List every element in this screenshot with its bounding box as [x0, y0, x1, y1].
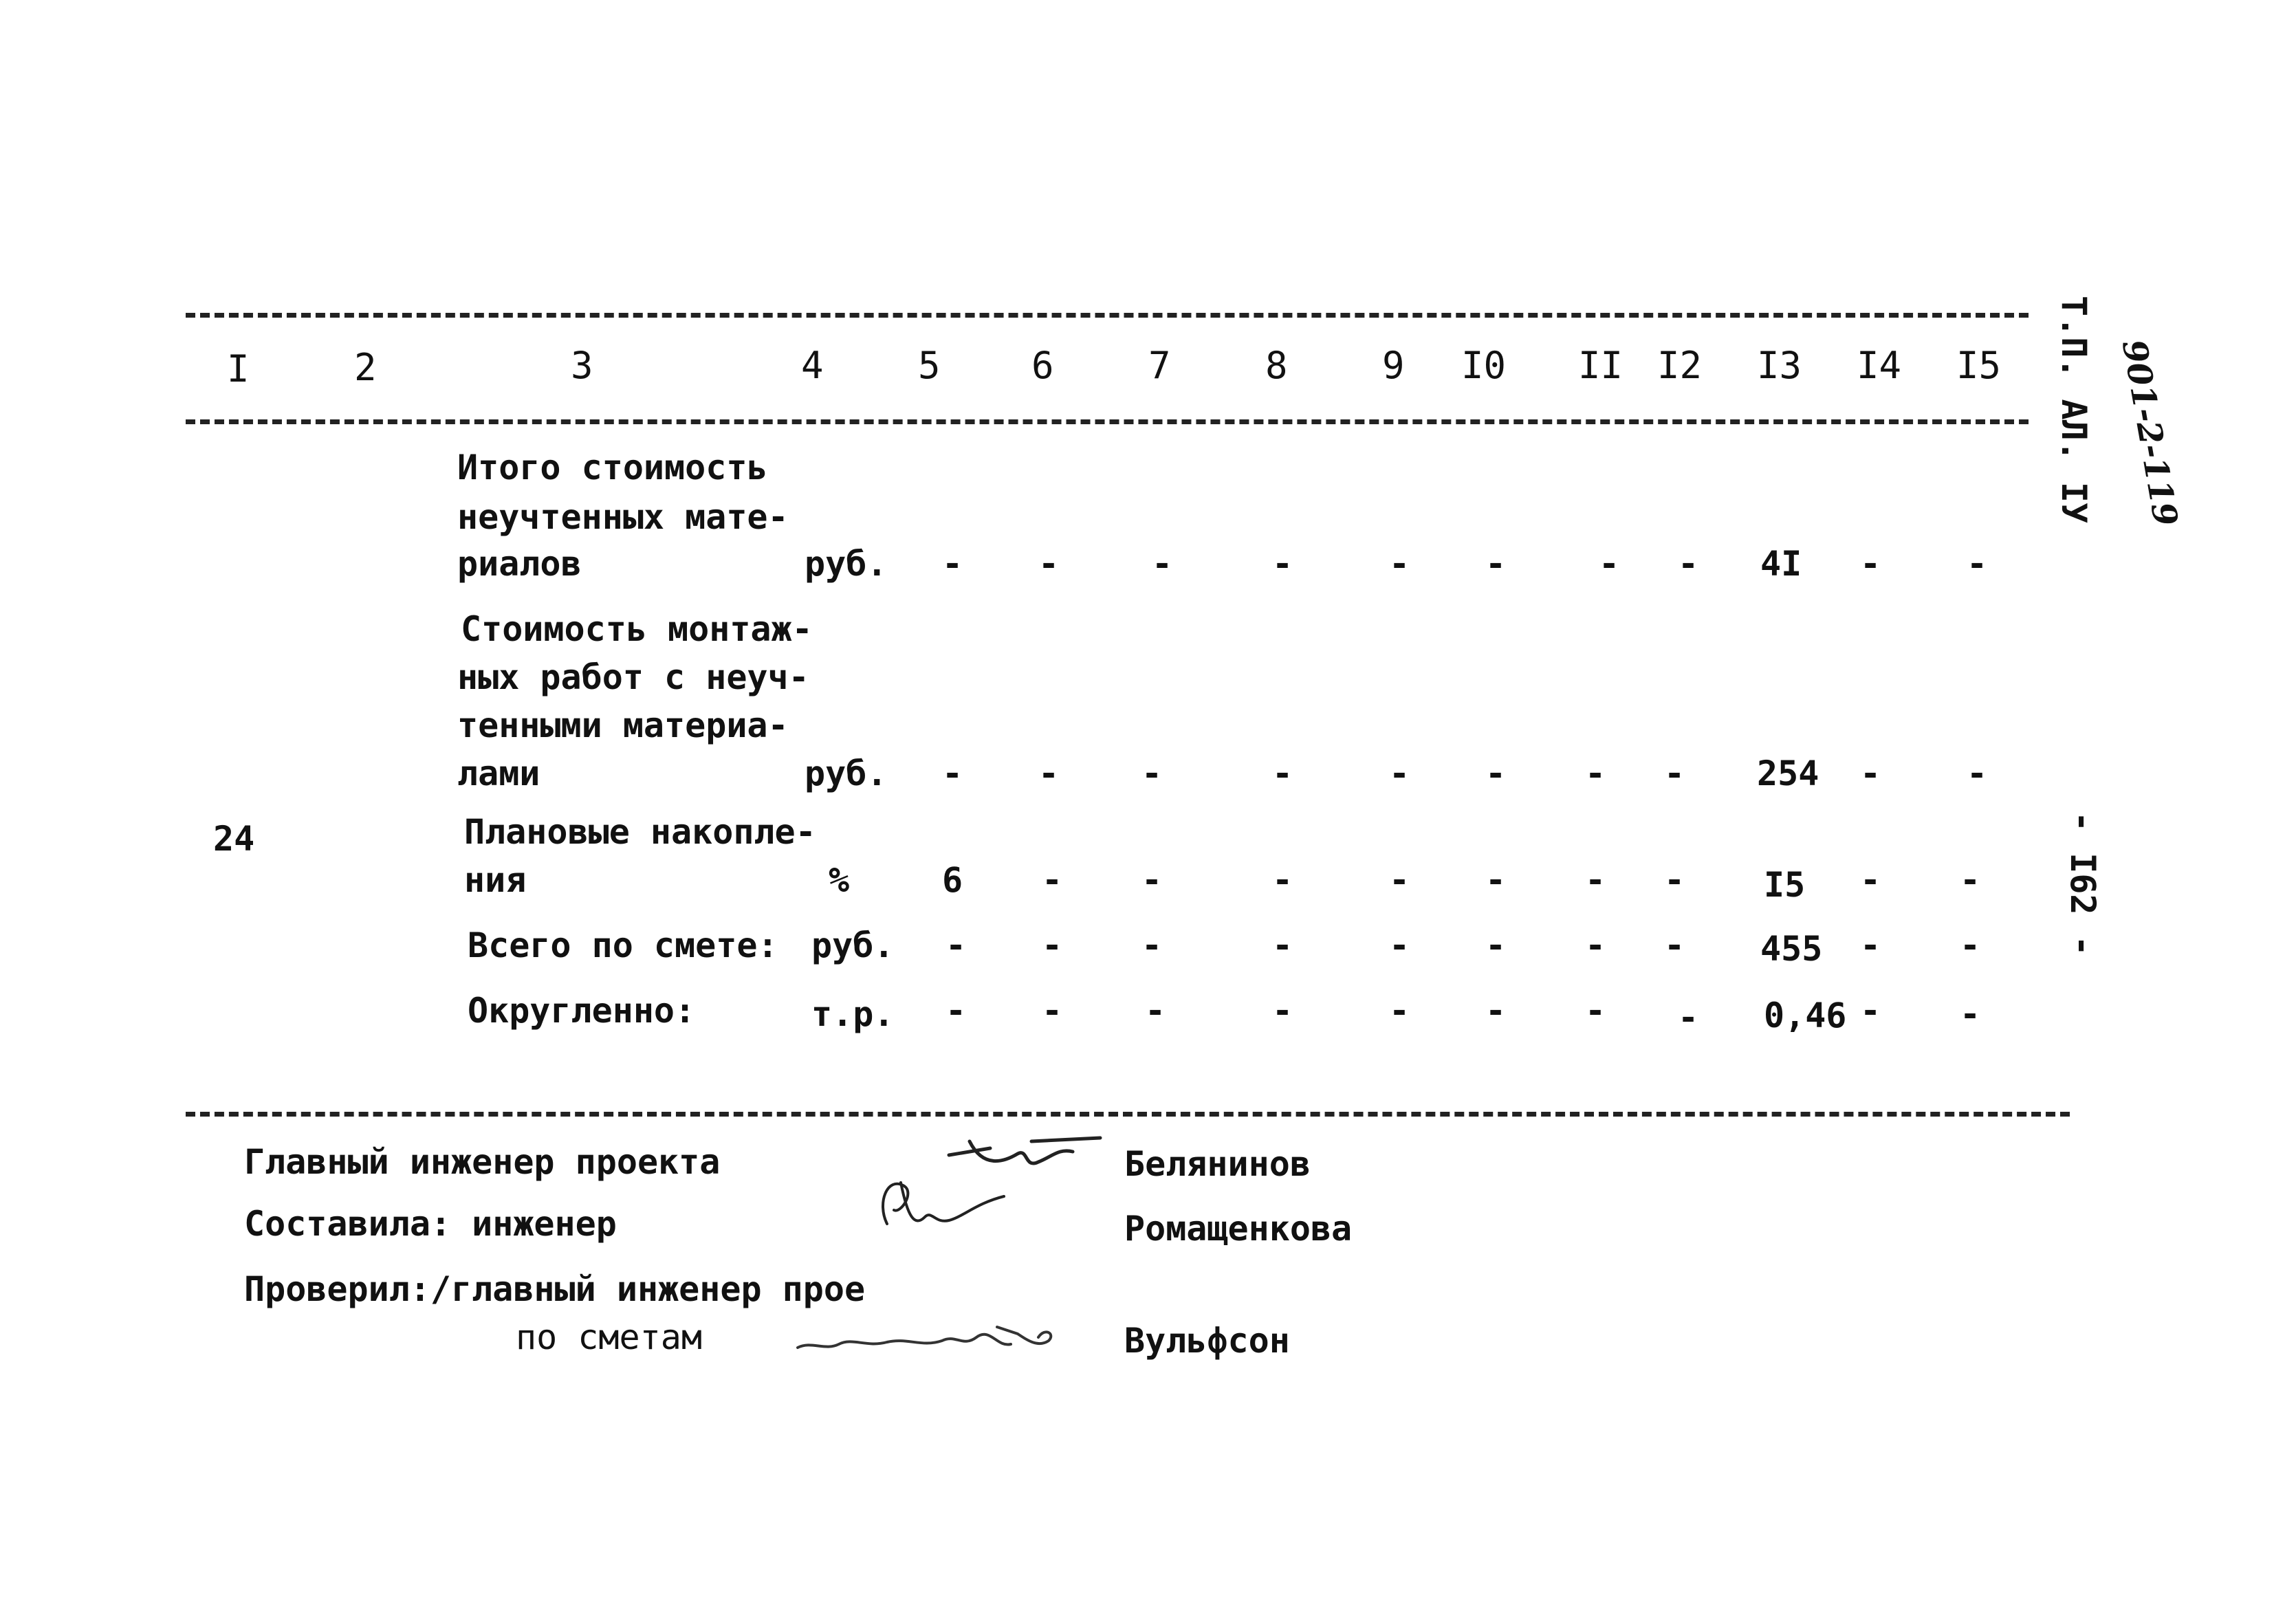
col-header-1: I	[227, 347, 250, 391]
row-unit: %	[829, 860, 850, 900]
row-name-line: лами	[457, 754, 540, 793]
table-bottom-rule	[186, 1112, 2070, 1117]
row-name-line: Итого стоимость	[457, 448, 768, 487]
cell-12: -	[1664, 925, 1685, 965]
cell-11: -	[1585, 991, 1606, 1031]
cell-7: -	[1141, 754, 1163, 793]
stamp-label	[2054, 296, 2094, 523]
cell-15: -	[1967, 754, 1988, 793]
col-header-7: 7	[1148, 344, 1171, 387]
col-header-15: I5	[1956, 344, 2002, 387]
col-header-9: 9	[1382, 344, 1405, 387]
col-header-8: 8	[1265, 344, 1288, 387]
cell-5: -	[942, 754, 963, 793]
cell-13: 4I	[1760, 544, 1802, 584]
row-name-line: Плановые накопле-	[464, 812, 816, 852]
cell-14: -	[1860, 860, 1881, 900]
cell-12: -	[1664, 754, 1685, 793]
cell-13: 0,46	[1764, 996, 1847, 1035]
cell-6: -	[1038, 754, 1060, 793]
cell-15: -	[1960, 860, 1981, 900]
cell-10: -	[1485, 754, 1507, 793]
col-header-14: I4	[1857, 344, 1902, 387]
cell-10: -	[1485, 925, 1507, 965]
chief-engineer-title: Главный инженер проекта	[244, 1142, 721, 1182]
doc-code-text: 901-2-119	[2114, 337, 2185, 529]
page-number-text: - I62 -	[2063, 811, 2103, 956]
col-header-3: 3	[571, 344, 593, 387]
row-name-line: ния	[464, 860, 527, 900]
cell-12: -	[1678, 998, 1699, 1038]
cell-8: -	[1272, 991, 1293, 1031]
row-name-line: ных работ с неуч-	[457, 657, 809, 697]
cell-5: -	[945, 925, 967, 965]
col-header-6: 6	[1031, 344, 1054, 387]
row-unit: т.р.	[811, 994, 895, 1034]
col-header-10: I0	[1461, 344, 1507, 387]
cell-14: -	[1860, 754, 1881, 793]
cell-5: 6	[942, 860, 963, 900]
cell-10: -	[1485, 860, 1507, 900]
cell-5: -	[942, 544, 963, 584]
checked-name: Вульфсон	[1124, 1321, 1290, 1361]
table-top-rule	[186, 313, 2029, 318]
cell-9: -	[1389, 925, 1410, 965]
cell-8: -	[1272, 544, 1293, 584]
cell-11: -	[1585, 925, 1606, 965]
cell-13: 254	[1757, 754, 1819, 793]
cell-9: -	[1389, 991, 1410, 1031]
cell-12: -	[1664, 860, 1685, 900]
stamp-text: Т.П. АЛ. IУ	[2054, 296, 2094, 524]
cell-7: -	[1145, 991, 1166, 1031]
cell-14: -	[1860, 544, 1881, 584]
cell-7: -	[1141, 925, 1163, 965]
cell-14: -	[1860, 925, 1881, 965]
signature-romashchenkova	[873, 1162, 1018, 1244]
row-name-line: неучтенных мате-	[457, 497, 789, 537]
cell-8: -	[1272, 754, 1293, 793]
cell-8: -	[1272, 925, 1293, 965]
page-number-label	[2063, 811, 2103, 956]
col-header-4: 4	[801, 344, 824, 387]
cell-15: -	[1960, 925, 1981, 965]
signature-vulfson	[791, 1306, 1066, 1368]
row-number: 24	[213, 819, 255, 859]
row-name-line: Всего по смете:	[468, 925, 778, 965]
cell-6: -	[1038, 544, 1060, 584]
checked-title: Проверил:/главный инженер прое	[244, 1269, 866, 1309]
cell-8: -	[1272, 860, 1293, 900]
cell-10: -	[1485, 991, 1507, 1031]
col-header-11: II	[1578, 344, 1623, 387]
cell-11: -	[1585, 754, 1606, 793]
cell-14: -	[1860, 991, 1881, 1031]
cell-6: -	[1042, 925, 1063, 965]
cell-5: -	[945, 991, 967, 1031]
row-unit: руб.	[811, 925, 895, 965]
compiled-title: Составила: инженер	[244, 1204, 617, 1244]
row-name-line: Стоимость монтаж-	[461, 609, 813, 649]
cell-9: -	[1389, 754, 1410, 793]
cell-7: -	[1152, 544, 1173, 584]
cell-11: -	[1599, 544, 1620, 584]
cell-12: -	[1678, 544, 1699, 584]
row-name-line: риалов	[457, 544, 582, 584]
cell-7: -	[1141, 860, 1163, 900]
cell-9: -	[1389, 860, 1410, 900]
col-header-12: I2	[1657, 344, 1703, 387]
cell-6: -	[1042, 860, 1063, 900]
doc-code-label	[2114, 337, 2185, 529]
col-header-2: 2	[354, 346, 377, 389]
cell-13: 455	[1760, 929, 1823, 969]
col-header-13: I3	[1757, 344, 1802, 387]
cell-9: -	[1389, 544, 1410, 584]
chief-engineer-name: Белянинов	[1124, 1144, 1311, 1184]
cell-11: -	[1585, 860, 1606, 900]
checked-title-line2: по сметам	[516, 1317, 702, 1357]
cell-6: -	[1042, 991, 1063, 1031]
row-unit: руб.	[805, 754, 888, 793]
row-name-line: тенными материа-	[457, 705, 789, 745]
col-header-5: 5	[918, 344, 941, 387]
cell-15: -	[1960, 994, 1981, 1034]
cell-13: I5	[1764, 865, 1806, 905]
row-unit: руб.	[805, 544, 888, 584]
compiled-name: Ромащенкова	[1124, 1209, 1353, 1249]
cell-10: -	[1485, 544, 1507, 584]
cell-15: -	[1967, 544, 1988, 584]
row-name-line: Округленно:	[468, 991, 696, 1031]
header-bottom-rule	[186, 419, 2029, 424]
